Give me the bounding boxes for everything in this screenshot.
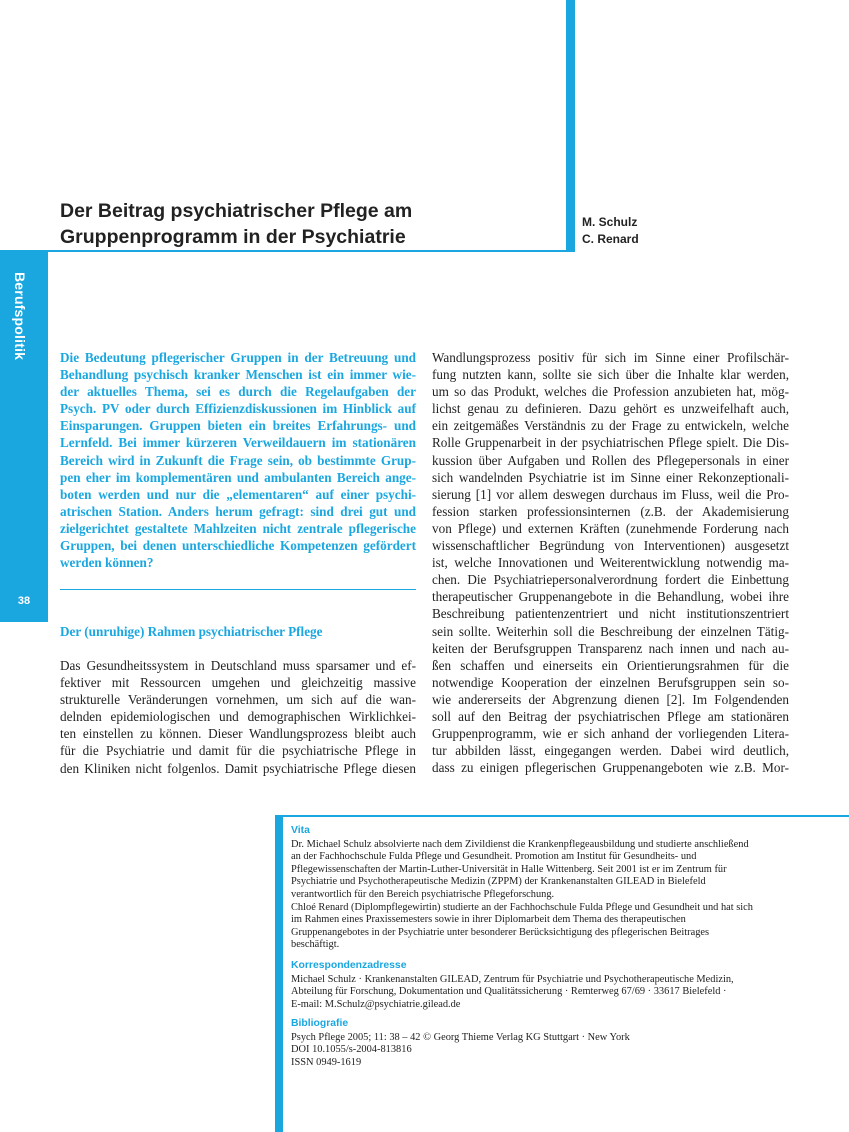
abstract — [60, 349, 416, 571]
body-line: tur abbilden lässt, eingegangen werden. Dabei wird deutlich, — [432, 743, 789, 759]
body-line: ist, welche Innovationen und Weiterentwicklung notwendig ma- — [432, 555, 789, 571]
body-line: Rolle Gruppenarbeit in der psychiatrischen Pflege spielt. Die Dis- — [432, 435, 789, 451]
correspondence-heading: Korrespondenzadresse — [291, 960, 407, 971]
bibliography-section — [291, 1018, 811, 1069]
body-line: chen. Die Psychiatriepersonalverordnung fordert die Einbettung — [432, 572, 789, 588]
body-column-left — [60, 657, 416, 777]
vita-line: Dr. Michael Schulz absolvierte nach dem Zivildienst die Krankenpflegeausbildung und studierte anschließend — [291, 838, 749, 850]
body-line: strukturelle Veränderungen vornehmen, um sich auf die wan- — [60, 692, 416, 708]
body-line: den Kliniken nicht folgenlos. Damit psychiatrische Pflege diesen — [60, 760, 416, 776]
body-line: kussion über Aufgaben und Rollen des Pflegepersonals in einer — [432, 452, 789, 468]
body-line: Das Gesundheitssystem in Deutschland muss sparsamer und ef- — [60, 658, 416, 673]
abstract-line: boten werden und nur die „elementaren“ auf einer psychi- — [60, 486, 416, 502]
correspondence-line: E-mail: M.Schulz@psychiatrie.gilead.de — [291, 998, 461, 1010]
abstract-line: Behandlung psychisch kranker Menschen ist ein immer wie- — [60, 367, 416, 383]
body-line: Beschreibung patientenzentriert und nicht institutionszentriert — [432, 606, 789, 622]
body-line: notwendige Kooperation der einzelnen Berufsgruppen sein so- — [432, 674, 789, 690]
body-line: fektiver mit Ressourcen umgehen und gleichzeitig massive — [60, 675, 416, 691]
body-line: lichst genau zu definieren. Dazu gehört es unzweifelhaft auch, — [432, 401, 789, 417]
body-line: therapeutischer Gruppenangebote in die Behandlung, wobei ihre — [432, 589, 789, 605]
vita-line: beschäftigt. — [291, 939, 340, 951]
top-accent-bar — [566, 0, 575, 252]
body-line: Gruppenprogramm, wie er sich anhand der vorliegenden Litera- — [432, 726, 789, 742]
correspondence-section — [291, 960, 811, 1011]
page-number: 38 — [17, 595, 31, 607]
body-line: soll auf den Beitrag der psychiatrischen Pflege am stationären — [432, 708, 789, 724]
section-label: Berufspolitik — [12, 272, 28, 361]
abstract-line: Gruppen, bei denen unterschiedliche Kompetenzen gefördert — [60, 538, 416, 554]
author: M. Schulz — [582, 215, 638, 229]
body-line: keiten der Berufsgruppen Transparenz nach innen und nach au- — [432, 640, 789, 656]
body-line: wissenschaftlicher Begründung von Interventionen) ausgesetzt — [432, 538, 789, 554]
bibliography-heading: Bibliografie — [291, 1018, 349, 1029]
abstract-line: pen eher im komplementären und ambulanten Bereich ange- — [60, 469, 416, 485]
vita-line: Pflegewissenschaften der Martin-Luther-Universität in Halle Wittenberg. Seit 2001 ist er im Zentrum für — [291, 863, 727, 875]
body-line: sierung [1] vor allem deswegen durchaus im Fluss, weil die Pro- — [432, 486, 789, 502]
body-line: für die Psychiatrie und damit für die psychiatrische Pflege in — [60, 743, 416, 759]
abstract-line: Psych. PV oder durch Effizienzdiskussionen im Hinblick auf — [60, 401, 416, 417]
title-line: Gruppenprogramm in der Psychiatrie — [60, 226, 406, 248]
vita-line: an der Fachhochschule Fulda Pflege und Gesundheit. Promotion am Institut für Gesundheits- und — [291, 851, 697, 863]
body-line: dass zu einigen pflegerischen Gruppenangeboten wie z.B. Mor- — [432, 760, 789, 776]
body-line: von Pflege) und externen Kräften (zunehmende Forderung nach — [432, 520, 789, 536]
vita-heading: Vita — [291, 825, 310, 836]
body-line: fession starken professionsinternen (z.B. der Akademisierung — [432, 503, 789, 519]
abstract-line: atrischen Station. Anders herum gefragt: sind drei gut und — [60, 503, 416, 519]
correspondence-line: Abteilung für Forschung, Dokumentation und Qualitätssicherung · Remterweg 67/69 · 33617 Bielefeld · — [291, 986, 727, 998]
body-line: um so das Produkt, welches die Profession anzubieten hat, mög- — [432, 384, 789, 400]
author: C. Renard — [582, 232, 639, 246]
body-line: sich wandelnden Psychiatrie ist im Sinne einer Rekonzeptionali- — [432, 469, 789, 485]
vita-line: Psychiatrie und Psychotherapeutische Medizin (ZPPM) der Krankenanstalten GILEAD in Bielefeld — [291, 876, 706, 888]
correspondence-line: Michael Schulz · Krankenanstalten GILEAD, Zentrum für Psychiatrie und Psychotherapeutische Medizin, — [291, 973, 734, 985]
vita-line: Gruppenangebotes in der Psychiatrie unter besonderer Berücksichtigung des pflegerischen Beitrages — [291, 926, 710, 938]
section-heading: Der (unruhige) Rahmen psychiatrischer Pflege — [60, 624, 323, 639]
body-line: ein zeitgemäßes Verständnis zu der Frage zu entwickeln, welche — [432, 418, 789, 434]
vita-line: Chloé Renard (Diplompflegewirtin) studierte an der Fachhochschule Fulda Pflege und Gesundheit und hat sich — [291, 901, 753, 913]
body-line: delnden epidemiologischen und demographischen Wirklichkei- — [60, 709, 416, 725]
vita-section — [291, 825, 811, 952]
body-line: fung nutzten kann, sollte sie sich über die Inhalte klar werden, — [432, 367, 789, 383]
title-line: Der Beitrag psychiatrischer Pflege am — [60, 200, 413, 222]
author-list — [582, 214, 639, 248]
body-line: ßen schaffen und einerseits ein Orientierungsrahmen für die — [432, 657, 789, 673]
bibliography-line: Psych Pflege 2005; 11: 38 – 42 © Georg Thieme Verlag KG Stuttgart · New York — [291, 1031, 630, 1043]
body-column-right — [432, 349, 789, 776]
body-line: Wandlungsprozess positiv für sich im Sinne einer Profilschär- — [432, 350, 789, 365]
vita-line: im Rahmen eines Praxissemesters sowie in ihrer Diplomarbeit dem Thema des therapeutischen — [291, 914, 686, 926]
abstract-divider — [60, 589, 416, 590]
abstract-line: werden können? — [60, 555, 154, 571]
body-line: wie andererseits der Abgrenzung dienen [2]. Im Folgendenden — [432, 691, 789, 707]
bibliography-line: ISSN 0949-1619 — [291, 1056, 362, 1068]
bibliography-line: DOI 10.1055/s-2004-813816 — [291, 1044, 412, 1056]
abstract-line: Die Bedeutung pflegerischer Gruppen in der Betreuung und — [60, 350, 416, 365]
abstract-line: der aktuelles Thema, sei es durch die Regelaufgaben der — [60, 384, 416, 400]
body-line: sein sollte. Weiterhin soll die Beschreibung der einzelnen Tätig- — [432, 623, 789, 639]
vita-line: verantwortlich für den Bereich psychiatrische Pflegeforschung. — [291, 888, 555, 900]
info-box-bar — [275, 815, 283, 1132]
abstract-line: zielgerichtet gestaltete Mahlzeiten nicht zentrale pflegerische — [60, 520, 416, 536]
info-box-rule — [275, 815, 849, 817]
abstract-line: Lernfeld. Bei immer kürzeren Verweildauern im stationären — [60, 435, 416, 451]
abstract-line: Einsparungen. Gruppen bieten ein breites Erfahrungs- und — [60, 418, 416, 434]
body-line: ten einstellen zu können. Dieser Wandlungsprozess bleibt auch — [60, 726, 416, 742]
abstract-line: Bereich wird in Zukunft die Frage sein, ob bestimmte Grup- — [60, 452, 416, 468]
title-rule — [0, 250, 572, 252]
article-title — [60, 198, 560, 250]
